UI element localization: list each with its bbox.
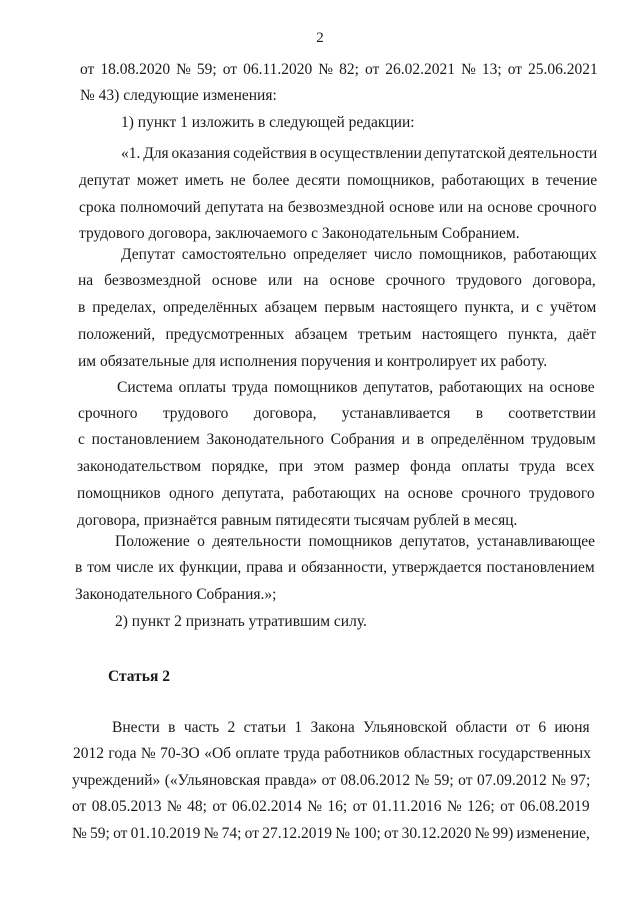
text-line: депутат может иметь не более десяти помощников, работающих в течение: [79, 172, 598, 189]
text-line: Внести в часть 2 статьи 1 Закона Ульяновской области от 6 июня: [112, 719, 590, 736]
text-line: учреждений» («Ульяновская правда» от 08.06.2012 № 59; от 07.09.2012 № 97;: [72, 772, 591, 789]
text-line: «1. Для оказания содействия в осуществлении депутатской деятельности: [121, 145, 598, 162]
text-line: Положение о деятельности помощников депутатов, устанавливающее: [115, 533, 596, 550]
text-line: Законодательного Собрания.»;: [75, 586, 277, 603]
text-line: № 43) следующие изменения:: [80, 87, 277, 104]
text-line: трудового договора, заключаемого с Законодательным Собранием.: [79, 225, 520, 242]
text-line: в том числе их функции, права и обязанности, утверждается постановлением: [75, 559, 595, 576]
page-number: 2: [316, 30, 324, 46]
text-line: 2) пункт 2 признать утратившим силу.: [115, 613, 367, 630]
text-line: срока полномочий депутата на безвозмездной основе или на основе срочного: [79, 199, 597, 216]
text-line: Система оплаты труда помощников депутатов, работающих на основе: [117, 379, 595, 396]
text-line: 2012 года № 70-ЗО «Об оплате труда работников областных государственных: [73, 745, 591, 762]
text-line: срочного трудового договора, устанавливается в соответствии: [78, 405, 596, 422]
article-heading: Статья 2: [108, 668, 170, 685]
text-line: на безвозмездной основе или на основе срочного трудового договора,: [78, 272, 596, 289]
text-line: Депутат самостоятельно определяет число помощников, работающих: [121, 246, 597, 263]
text-line: договора, признаётся равным пятидесяти тысячам рублей в месяц.: [77, 512, 518, 529]
text-line: 1) пункт 1 изложить в следующей редакции:: [121, 114, 415, 131]
text-line: от 18.08.2020 № 59; от 06.11.2020 № 82; от 26.02.2021 № 13; от 25.06.2021: [80, 61, 598, 78]
text-line: от 08.05.2013 № 48; от 06.02.2014 № 16; от 01.11.2016 № 126; от 06.08.2019: [72, 798, 590, 815]
text-line: положений, предусмотренных абзацем третьим настоящего пункта, даёт: [78, 326, 597, 343]
text-line: № 59; от 01.10.2019 № 74; от 27.12.2019 № 100; от 30.12.2020 № 99) изменение,: [72, 825, 590, 842]
text-line: в пределах, определённых абзацем первым настоящего пункта, и с учётом: [78, 299, 597, 316]
text-line: с постановлением Законодательного Собрания и в определённом трудовым: [78, 431, 596, 448]
text-line: помощников одного депутата, работающих на основе срочного трудового: [77, 485, 595, 502]
text-line: законодательством порядке, при этом размер фонда оплаты труда всех: [77, 458, 595, 475]
text-line: им обязательные для исполнения поручения и контролирует их работу.: [78, 353, 548, 370]
